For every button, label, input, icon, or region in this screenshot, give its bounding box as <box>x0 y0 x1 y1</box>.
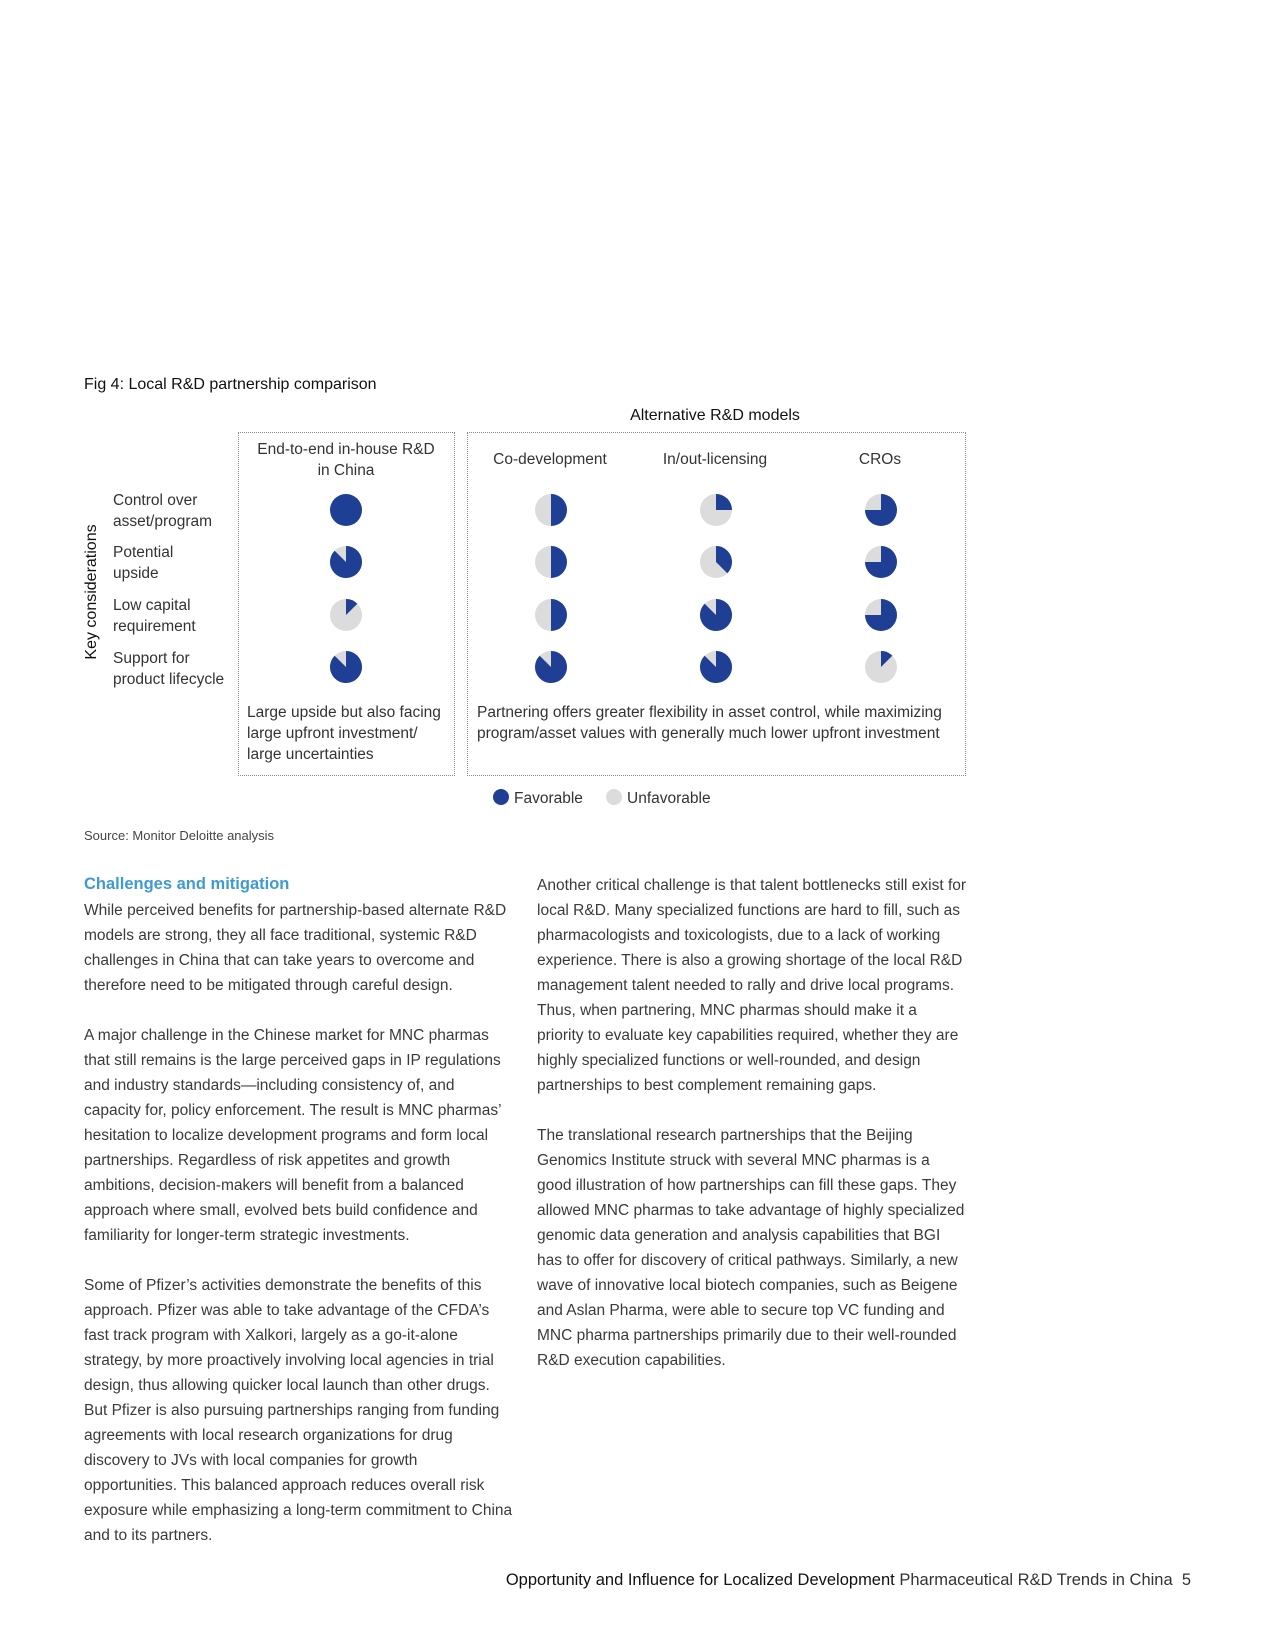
pie-support-for-product-lifecycle-cros <box>865 651 897 683</box>
pie-low-capital-requirement-end-to-end-in-house-r-d-in-china <box>330 599 362 631</box>
left-paragraph-1: While perceived benefits for partnership-based alternate R&D models are strong, they all face traditional, systemic R&D challenges in China that can take years to overcome and therefore need to be mitigated through careful design. <box>84 902 507 994</box>
row-label-control: Control over asset/program <box>113 492 213 530</box>
pie-favorable-slice <box>551 494 567 526</box>
inhouse-note: Large upside but also facing large upfront investment/ large uncertainties <box>247 704 441 763</box>
pie-potential-upside-cros <box>865 546 897 578</box>
pie-favorable-slice <box>551 546 567 578</box>
unfavorable-swatch <box>606 789 622 805</box>
section-title: Challenges and mitigation <box>84 875 290 893</box>
pie-control-over-asset-program-cros <box>865 494 897 526</box>
column-header-cros: CROs <box>858 451 902 468</box>
pie-potential-upside-end-to-end-in-house-r-d-in-china <box>330 546 362 578</box>
row-label-lifecycle: Support for product lifecycle <box>113 650 225 688</box>
column-header-inhouse: End-to-end in-house R&D in China <box>257 441 435 479</box>
key-considerations-label: Key considerations <box>83 524 100 660</box>
pie-control-over-asset-program-in-out-licensing <box>700 494 732 526</box>
right-paragraph-1: Another critical challenge is that talent bottlenecks still exist for local R&D. Many specialized functions are hard to fill, such as pharmacologists and toxicologists, due to a lack of working experience. There is also a growing shortage of the local R&D management talent needed to rally and drive local programs. Thus, when partnering, MNC pharmas should make it a priority to evaluate key capabilities required, whether they are highly specialized functions or well-rounded, and design partnerships to best complement remaining gaps. <box>537 877 967 1094</box>
right-paragraph-2: The translational research partnerships that the Beijing Genomics Institute struck with several MNC pharmas is a good illustration of how partnerships can fill these gaps. They allowed MNC pharmas to take advantage of highly specialized genomic data generation and analysis capabilities that BGI has to offer for discovery of critical pathways. Similarly, a new wave of innovative local biotech companies, such as Beigene and Aslan Pharma, were able to secure top VC funding and MNC pharma partnerships primarily due to their well-rounded R&D execution capabilities. <box>537 1127 965 1369</box>
pie-potential-upside-in-out-licensing <box>700 546 732 578</box>
legend-favorable-label: Favorable <box>514 790 583 807</box>
column-header-licensing: In/out-licensing <box>662 451 768 468</box>
row-label-upside: Potential upside <box>113 544 174 582</box>
pie-low-capital-requirement-co-development <box>535 599 567 631</box>
alternative-models-header: Alternative R&D models <box>630 407 800 424</box>
legend-unfavorable-label: Unfavorable <box>627 790 711 807</box>
pie-support-for-product-lifecycle-in-out-licensing <box>700 651 732 683</box>
alternative-note: Partnering offers greater flexibility in asset control, while maximizing program/asset values with generally much lower upfront investment <box>477 704 942 742</box>
legend-favorable <box>493 789 583 808</box>
pie-potential-upside-co-development <box>535 546 567 578</box>
left-paragraph-3: Some of Pfizer’s activities demonstrate the benefits of this approach. Pfizer was able to take advantage of the CFDA’s fast track program with Xalkori, largely as a go-it-alone strategy, by more proactively involving local agencies in trial design, thus allowing quicker local launch than other drugs. But Pfizer is also pursuing partnerships ranging from funding agreements with local research organizations for drug discovery to JVs with local companies for growth opportunities. This balanced approach reduces overall risk exposure while emphasizing a long-term commitment to China and to its partners. <box>84 1277 513 1544</box>
pie-control-over-asset-program-co-development <box>535 494 567 526</box>
pie-control-over-asset-program-end-to-end-in-house-r-d-in-china <box>330 494 362 526</box>
pie-favorable-slice <box>551 599 567 631</box>
left-column <box>84 898 514 1573</box>
pie-low-capital-requirement-in-out-licensing <box>700 599 732 631</box>
pie-favorable-slice <box>716 494 732 510</box>
column-header-codevelopment: Co-development <box>493 451 607 468</box>
figure-title: Fig 4: Local R&D partnership comparison <box>84 376 377 393</box>
page-footer <box>506 1571 1191 1590</box>
favorable-swatch <box>493 789 509 805</box>
footer-publication-title: Pharmaceutical R&D Trends in China <box>899 1571 1173 1589</box>
footer-section-title: Opportunity and Influence for Localized Development <box>505 1571 895 1589</box>
pie-support-for-product-lifecycle-co-development <box>535 651 567 683</box>
page-number: 5 <box>1181 1571 1191 1589</box>
pie-background <box>330 494 362 526</box>
pie-low-capital-requirement-cros <box>865 599 897 631</box>
left-paragraph-2: A major challenge in the Chinese market for MNC pharmas that still remains is the large perceived gaps in IP regulations and industry standards—including consistency of, and capacity for, policy enforcement. The result is MNC pharmas’ hesitation to localize development programs and form local partnerships. Regardless of risk appetites and growth ambitions, decision-makers will benefit from a balanced approach where small, evolved bets build confidence and familiarity for longer-term strategic investments. <box>84 1027 501 1244</box>
legend-unfavorable <box>606 789 711 808</box>
pie-support-for-product-lifecycle-end-to-end-in-house-r-d-in-china <box>330 651 362 683</box>
source-note: Source: Monitor Deloitte analysis <box>84 828 275 843</box>
right-column <box>537 873 967 1398</box>
row-label-capital: Low capital requirement <box>113 597 196 635</box>
